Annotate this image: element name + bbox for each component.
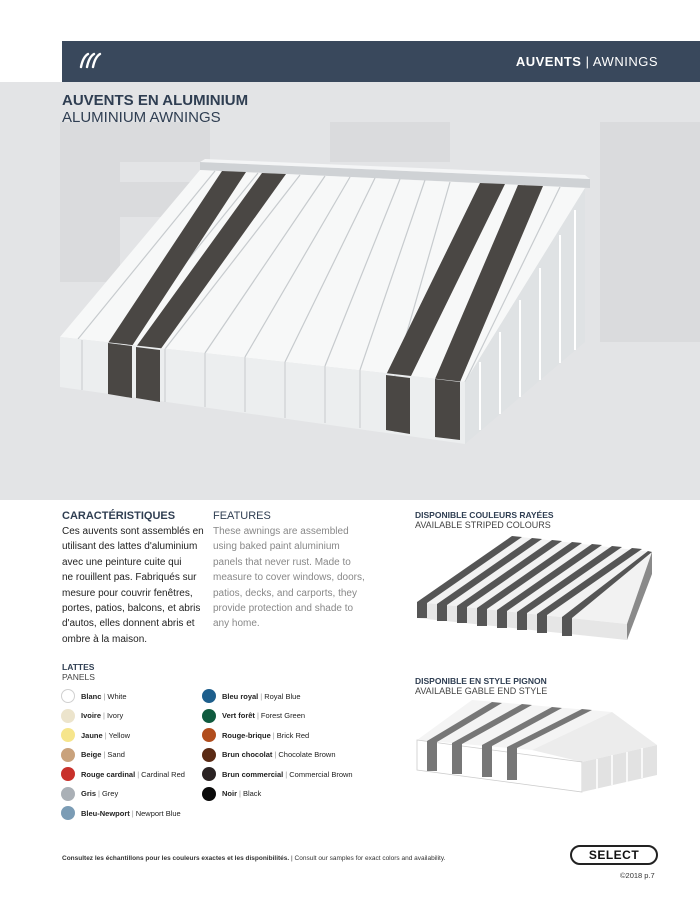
color-swatch-dot — [202, 748, 216, 762]
color-name-separator: | — [103, 711, 105, 720]
color-name-fr: Brun commercial — [222, 769, 284, 779]
features-en-line: panels that never rust. Made to — [213, 556, 351, 568]
color-name-separator: | — [256, 711, 259, 720]
gable-awning-image — [412, 700, 662, 795]
color-swatch-item — [202, 688, 301, 704]
color-swatch-dot — [202, 689, 216, 703]
color-name-separator: | — [274, 750, 277, 759]
hero-section — [0, 82, 700, 500]
color-swatch-dot — [61, 787, 75, 801]
color-name-separator: | — [285, 769, 288, 779]
color-swatch-item — [61, 766, 185, 782]
header-title — [516, 54, 658, 69]
page-title-en: ALUMINIUM AWNINGS — [62, 109, 221, 126]
color-swatch-item — [202, 786, 261, 802]
features-fr-line: avec une peinture cuite qui — [62, 556, 182, 568]
features-fr-line: mesure pour couvrir fenêtres, — [62, 587, 193, 599]
color-name-separator: | — [272, 730, 275, 740]
color-swatch-dot — [61, 806, 75, 820]
footer-note-sep: | — [289, 855, 295, 862]
features-en-line: using baked paint aluminium — [213, 541, 340, 553]
color-name-fr: Bleu-Newport — [81, 808, 130, 818]
color-name-en: Commercial Brown — [289, 769, 353, 779]
header-title-bold: AUVENTS — [515, 54, 582, 69]
features-heading-en: FEATURES — [213, 510, 271, 522]
color-swatch-dot — [61, 728, 75, 742]
color-name-en: Sand — [107, 750, 125, 759]
color-swatch-dot — [61, 689, 75, 703]
color-name-en: Ivory — [106, 711, 124, 720]
header-title-light: AWNINGS — [592, 54, 658, 69]
gable-heading: DISPONIBLE EN STYLE PIGNON — [415, 676, 547, 686]
color-swatch-dot — [61, 767, 75, 781]
color-swatch-item — [202, 708, 305, 724]
features-en-line: any home. — [213, 618, 260, 630]
color-name-separator: | — [104, 730, 107, 740]
color-name-en: Newport Blue — [135, 808, 181, 818]
select-brand-logo: SELECT — [570, 845, 658, 865]
color-name-separator: | — [103, 750, 106, 759]
color-name-en: Brick Red — [276, 730, 310, 740]
color-name-separator: | — [260, 691, 263, 701]
color-name-fr: Vert forêt — [222, 711, 255, 720]
features-text-fr — [62, 524, 210, 647]
color-swatch-dot — [61, 709, 75, 723]
color-name-fr: Bleu royal — [222, 691, 259, 701]
features-en-line: provide protection and shade to — [213, 603, 354, 615]
color-name-fr: Ivoire — [81, 711, 102, 720]
color-swatch-item — [61, 747, 125, 763]
color-name-separator: | — [137, 769, 140, 779]
color-name-en: White — [107, 691, 127, 701]
color-swatch-item — [202, 766, 353, 782]
features-fr-line: utilisant des lattes d'aluminium — [62, 541, 198, 553]
color-swatch-dot — [61, 748, 75, 762]
color-name-en: Forest Green — [260, 711, 306, 720]
color-swatch-item — [61, 786, 118, 802]
features-heading-fr: CARACTÉRISTIQUES — [62, 510, 176, 522]
color-name-separator: | — [98, 789, 100, 798]
color-swatch-item — [202, 747, 336, 763]
color-swatch-item — [61, 727, 130, 743]
panels-heading: LATTES — [62, 662, 95, 672]
color-swatch-item — [61, 688, 127, 704]
footer-note — [62, 855, 445, 862]
color-name-en: Black — [242, 789, 262, 798]
brand-logo-icon — [76, 51, 104, 71]
color-swatch-dot — [202, 787, 216, 801]
features-en-line: These awnings are assembled — [213, 526, 349, 537]
color-swatch-item — [61, 805, 181, 821]
color-swatch-dot — [202, 728, 216, 742]
color-name-en: Yellow — [108, 730, 131, 740]
color-name-separator: | — [131, 808, 134, 818]
color-name-en: Royal Blue — [264, 691, 301, 701]
striped-awning-image — [412, 534, 662, 654]
color-swatch-item — [61, 708, 123, 724]
features-text-en — [213, 524, 373, 632]
features-en-line: measure to cover windows, doors, — [213, 572, 365, 584]
header-bar — [62, 41, 700, 82]
color-name-fr: Jaune — [81, 730, 103, 740]
features-fr-line: d'autos, elles donnent abris et — [62, 618, 195, 630]
color-name-fr: Rouge-brique — [222, 730, 271, 740]
color-name-fr: Blanc — [81, 691, 102, 701]
page-number: ©2018 p.7 — [620, 871, 655, 880]
color-name-fr: Brun chocolat — [222, 750, 273, 759]
features-fr-line: Ces auvents sont assemblés en — [62, 526, 204, 537]
color-name-fr: Noir — [222, 789, 237, 798]
features-fr-line: ne rouillent pas. Fabriqués sur — [62, 572, 197, 584]
color-name-en: Chocolate Brown — [278, 750, 336, 759]
color-swatch-item — [202, 727, 309, 743]
footer-note-fr: Consultez les échantillons pour les couleurs exactes et les disponibilités. — [62, 855, 290, 862]
color-name-en: Cardinal Red — [141, 769, 185, 779]
color-name-fr: Rouge cardinal — [81, 769, 136, 779]
color-name-separator: | — [103, 691, 106, 701]
gable-subheading: AVAILABLE GABLE END STYLE — [415, 686, 548, 696]
striped-subheading: AVAILABLE STRIPED COLOURS — [415, 520, 551, 530]
color-name-en: Grey — [101, 789, 119, 798]
striped-heading: DISPONIBLE COULEURS RAYÉES — [415, 510, 554, 520]
features-fr-line: portes, patios, balcons, et abris — [62, 603, 201, 615]
color-name-fr: Gris — [81, 789, 97, 798]
aluminium-awning-image — [0, 82, 700, 500]
features-fr-line: ombre à la maison. — [62, 633, 148, 645]
header-title-sep: | — [581, 54, 593, 69]
features-en-line: patios, decks, and carports, they — [213, 587, 357, 599]
footer-note-en: Consult our samples for exact colors and availability. — [294, 855, 446, 862]
color-swatch-dot — [202, 709, 216, 723]
color-name-fr: Beige — [81, 750, 102, 759]
color-swatch-dot — [202, 767, 216, 781]
page-title-fr: AUVENTS EN ALUMINIUM — [62, 92, 249, 109]
panels-subheading: PANELS — [62, 672, 95, 682]
color-name-separator: | — [239, 789, 241, 798]
